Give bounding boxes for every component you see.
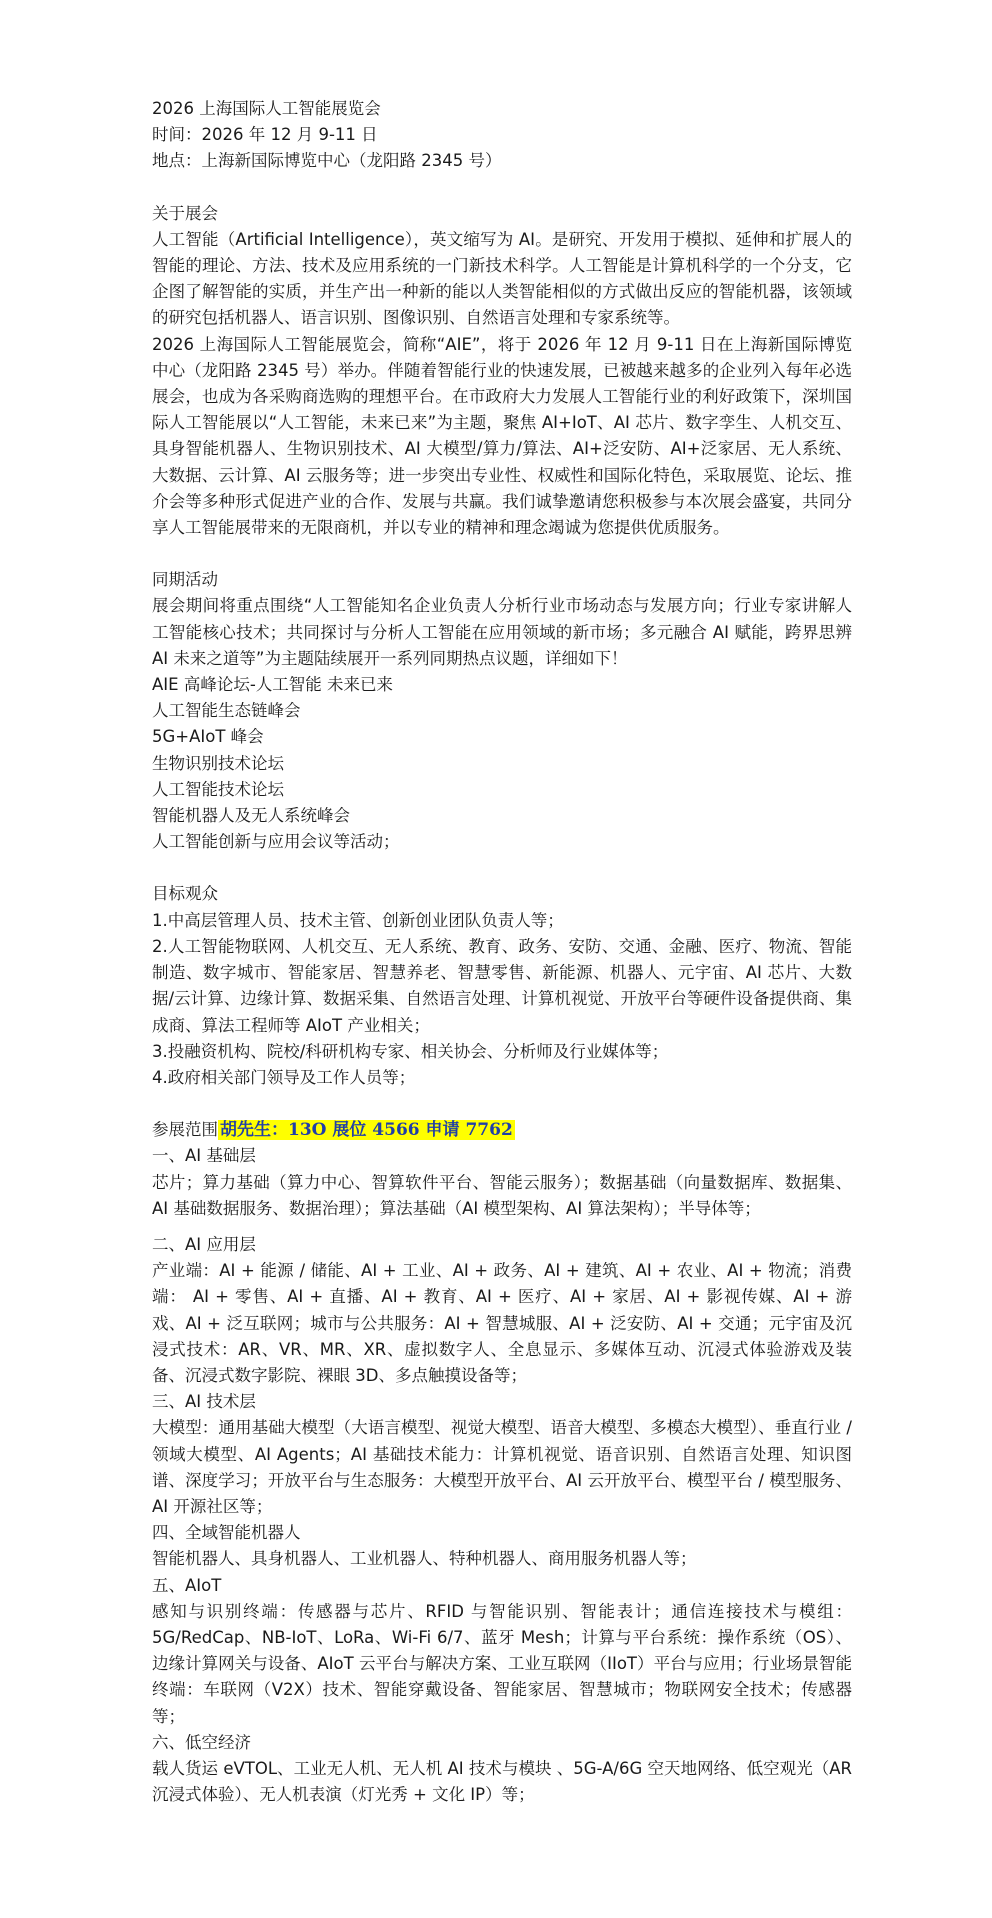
- scope-heading: 参展范围: [152, 1120, 218, 1140]
- audience-item: 4.政府相关部门领导及工作人员等；: [152, 1067, 416, 1087]
- expo-venue: 地点：上海新国际博览中心（龙阳路 2345 号）: [152, 151, 502, 171]
- audience-heading: 目标观众: [152, 884, 218, 904]
- document-page: [152, 96, 852, 1808]
- event-item: 人工智能创新与应用会议等活动；: [152, 832, 400, 852]
- audience-item: 1.中高层管理人员、技术主管、创新创业团队负责人等；: [152, 910, 564, 930]
- scope-section-title: 六、低空经济: [152, 1732, 251, 1752]
- scope-section-body: 产业端：AI + 能源 / 储能、AI + 工业、AI + 政务、AI + 建筑、AI + 农业、AI + 物流；消费端： AI + 零售、AI + 直播、AI + 教育、AI + 医疗、AI + 家居、AI + 影视传媒、AI + 游戏、AI + 泛互联网；城市与公共服务：AI + 智慧城服、AI + 泛安防、AI + 交通；元宇宙及沉浸式技术：AR、VR、MR、XR、虚拟数字人、全息显示、多媒体互动、沉浸式体验游戏及装备、沉浸式数字影院、裸眼 3D、多点触摸设备等；: [152, 1261, 852, 1385]
- audience-item: 2.人工智能物联网、人机交互、无人系统、教育、政务、安防、交通、金融、医疗、物流、智能制造、数字城市、智能家居、智慧养老、智慧零售、新能源、机器人、元宇宙、AI 芯片、大数据/云计算、边缘计算、数据采集、自然语言处理、计算机视觉、开放平台等硬件设备提供商、集成商、算法工程师等 AIoT 产业相关；: [152, 936, 852, 1035]
- scope-section-title: 四、全域智能机器人: [152, 1523, 301, 1543]
- scope-section-title: 二、AI 应用层: [152, 1234, 256, 1254]
- about-paragraph-1: 人工智能（Artificial Intelligence），英文缩写为 AI。是研究、开发用于模拟、延伸和扩展人的智能的理论、方法、技术及应用系统的一门新技术科学。人工智能是计算机科学的一个分支，它企图了解智能的实质，并生产出一种新的能以人类智能相似的方式做出反应的智能机器，该领域的研究包括机器人、语言识别、图像识别、自然语言处理和专家系统等。: [152, 229, 852, 328]
- scope-section-body: 芯片；算力基础（算力中心、智算软件平台、智能云服务）；数据基础（向量数据库、数据集、AI 基础数据服务、数据治理）；算法基础（AI 模型架构、AI 算法架构）；半导体等；: [152, 1172, 852, 1218]
- contact-highlight: 胡先生：13O 展位 4566 申请 7762: [220, 1120, 513, 1141]
- event-item: AIE 高峰论坛-人工智能 未来已来: [152, 675, 394, 695]
- scope-section-body: 大模型：通用基础大模型（大语言模型、视觉大模型、语音大模型、多模态大模型）、垂直行业 / 领域大模型、AI Agents；AI 基础技术能力：计算机视觉、语音识别、自然语言处理、知识图谱、深度学习；开放平台与生态服务：大模型开放平台、AI 云开放平台、模型平台 / 模型服务、AI 开源社区等；: [152, 1418, 852, 1516]
- scope-section-title: 一、AI 基础层: [152, 1146, 256, 1166]
- event-item: 5G+AIoT 峰会: [152, 727, 264, 747]
- scope-section-body: 载人货运 eVTOL、工业无人机、无人机 AI 技术与模块 、5G-A/6G 空天地网络、低空观光（AR 沉浸式体验）、无人机表演（灯光秀 + 文化 IP）等；: [152, 1758, 852, 1805]
- events-intro: 展会期间将重点围绕“人工智能知名企业负责人分析行业市场动态与发展方向；行业专家讲解人工智能核心技术；共同探讨与分析人工智能在应用领域的新市场；多元融合 AI 赋能，跨界思辨 AI 未来之道等”为主题陆续展开一系列同期热点议题，详细如下！: [152, 596, 852, 668]
- event-item: 人工智能技术论坛: [152, 779, 284, 799]
- about-heading: 关于展会: [152, 203, 218, 223]
- scope-section-body: 感知与识别终端：传感器与芯片、RFID 与智能识别、智能表计；通信连接技术与模组：5G/RedCap、NB-IoT、LoRa、Wi-Fi 6/7、蓝牙 Mesh；计算与平台系统：操作系统（OS）、边缘计算网关与设备、AIoT 云平台与解决方案、工业互联网（IIoT）平台与应用；行业场景智能终端：车联网（V2X）技术、智能穿戴设备、智能家居、智慧城市；物联网安全技术；传感器等；: [152, 1601, 852, 1726]
- expo-time: 时间：2026 年 12 月 9-11 日: [152, 125, 378, 145]
- scope-section-title: 三、AI 技术层: [152, 1392, 256, 1412]
- audience-item: 3.投融资机构、院校/科研机构专家、相关协会、分析师及行业媒体等；: [152, 1041, 669, 1061]
- about-paragraph-2: 2026 上海国际人工智能展览会，简称“AIE”，将于 2026 年 12 月 9-11 日在上海新国际博览中心（龙阳路 2345 号）举办。伴随着智能行业的快速发展，已被越来越多的企业列入每年必选展会，也成为各采购商选购的理想平台。在市政府大力发展人工智能行业的利好政策下，深圳国际人工智能展以“人工智能，未来已来”为主题，聚焦 AI+IoT、AI 芯片、数字孪生、人机交互、具身智能机器人、生物识别技术、AI 大模型/算力/算法、AI+泛安防、AI+泛家居、无人系统、大数据、云计算、AI 云服务等；进一步突出专业性、权威性和国际化特色，采取展览、论坛、推介会等多种形式促进产业的合作、发展与共赢。我们诚挚邀请您积极参与本次展会盛宴，共同分享人工智能展带来的无限商机，并以专业的精神和理念竭诚为您提供优质服务。: [152, 334, 852, 538]
- scope-section-title: 五、AIoT: [152, 1575, 222, 1595]
- scope-heading-line: [152, 1117, 852, 1143]
- expo-title: 2026 上海国际人工智能展览会: [152, 99, 381, 118]
- event-item: 智能机器人及无人系统峰会: [152, 806, 350, 826]
- event-item: 人工智能生态链峰会: [152, 701, 301, 721]
- events-heading: 同期活动: [152, 570, 218, 590]
- scope-section-body: 智能机器人、具身机器人、工业机器人、特种机器人、商用服务机器人等；: [152, 1549, 697, 1569]
- event-item: 生物识别技术论坛: [152, 753, 284, 773]
